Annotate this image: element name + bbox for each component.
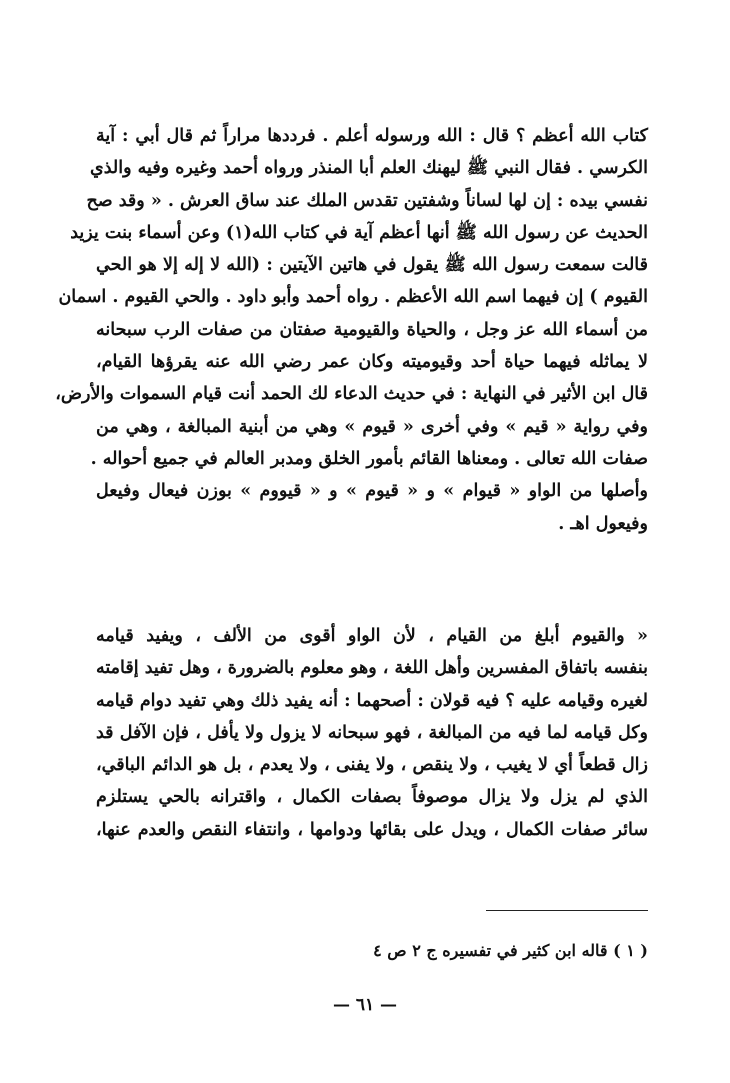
text-line: صفات الله تعالى . ومعناها القائم بأمور الخلق ومدبر العالم في جميع أحواله . [90, 448, 648, 469]
text-line: لغيره وقيامه عليه ؟ فيه قولان : أصحهما : أنه يفيد ذلك وهي تفيد دوام قيامه [96, 690, 648, 711]
text-line: وكل قيامه لما فيه من المبالغة ، فهو سبحانه لا يزول ولا يأفل ، فإن الآفل قد [96, 722, 648, 743]
text-line: الكرسي . فقال النبي ﷺ ليهنك العلم أبا المنذر ورواه أحمد وغيره وفيه والذي [90, 158, 648, 179]
text-line: لا يماثله فيهما حياة أحد وقيوميته وكان عمر رضي الله عنه يقرؤها القيام، [96, 352, 648, 373]
text-line: بنفسه باتفاق المفسرين وأهل اللغة ، وهو معلوم بالضرورة ، وهل تفيد إقامته [96, 658, 648, 679]
text-line: « والقيوم أبلغ من القيام ، لأن الواو أقوى من الألف ، ويفيد قيامه [96, 626, 648, 646]
text-line: وأصلها من الواو « قيوام » و « قيوم » و « قيووم » بوزن فيعال وفيعل [96, 481, 648, 502]
text-line: وفيعول اهـ . [558, 513, 648, 534]
text-line: قالت سمعت رسول الله ﷺ يقول في هاتين الآيتين : (الله لا إله إلا هو الحي [96, 255, 648, 276]
text-line: نفسي بيده : إن لها لساناً وشفتين تقدس الملك عند ساق العرش . « وقد صح [86, 190, 648, 211]
paragraph-1 [55, 120, 648, 540]
page-number: — ٦١ — [332, 995, 398, 1015]
paragraph-2 [96, 620, 648, 846]
text-line: القيوم ) إن فيهما اسم الله الأعظم . رواه أحمد وأبو داود . والحي القيوم . اسمان [58, 287, 648, 308]
text-line: قال ابن الأثير في النهاية : في حديث الدعاء لك الحمد أنت قيام السموات والأرض، [55, 384, 648, 405]
text-line: الحديث عن رسول الله ﷺ أنها أعظم آية في كتاب الله(١) وعن أسماء بنت يزيد [70, 222, 648, 243]
text-line: زال قطعاً أي لا يغيب ، ولا ينقص ، ولا يفنى ، ولا يعدم ، بل هو الدائم الباقي، [96, 755, 648, 776]
text-line: كتاب الله أعظم ؟ قال : الله ورسوله أعلم . فرددها مراراً ثم قال أبي : آية [96, 126, 648, 146]
text-line: وفي رواية « قيم » وفي أخرى « قيوم » وهي من أبنية المبالغة ، وهي من [96, 416, 648, 437]
text-line: من أسماء الله عز وجل ، والحياة والقيومية صفتان من صفات الرب سبحانه [96, 319, 648, 340]
text-line: سائر صفات الكمال ، ويدل على بقائها ودوامها ، وانتفاء النقص والعدم عنها، [96, 819, 648, 840]
text-line: الذي لم يزل ولا يزال موصوفاً بصفات الكمال ، واقترانه بالحي يستلزم [96, 787, 648, 808]
footnote: ( ١ ) قاله ابن كثير في تفسيره ج ٢ ص ٤ [373, 941, 648, 960]
footnote-divider [486, 910, 648, 911]
